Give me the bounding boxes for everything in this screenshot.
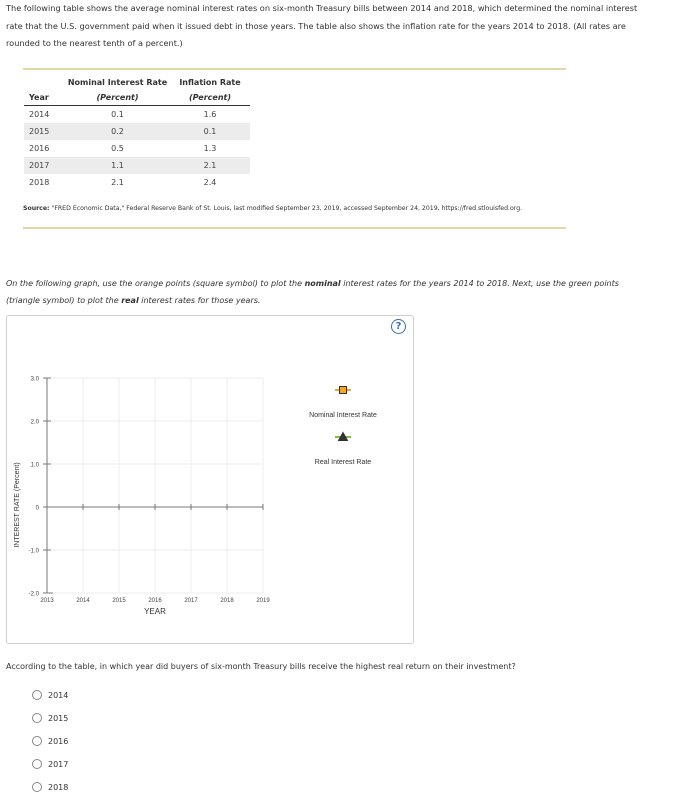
cell-inflation: 1.6 (203, 110, 217, 119)
col-header-inflation: Inflation Rate (179, 78, 241, 87)
table-row (24, 140, 250, 157)
y-tick-label: 0 (35, 505, 39, 512)
table-bottom-rule (23, 227, 566, 229)
x-tick-label: 2016 (148, 598, 162, 604)
orange-square-icon (340, 387, 347, 394)
table-row (24, 123, 250, 140)
radio-icon[interactable] (32, 736, 42, 746)
option-label: 2018 (48, 782, 69, 792)
radio-icon[interactable] (32, 759, 42, 769)
cell-year: 2015 (24, 123, 65, 140)
y-axis-label: INTEREST RATE (Percent) (14, 462, 21, 548)
graph-instructions (6, 275, 646, 309)
x-tick-labels (40, 598, 270, 604)
radio-icon[interactable] (32, 782, 42, 792)
instr-part2: interest rates for the years 2014 to 2018. Next, use the green points (triangle symbol) to plot the (6, 279, 619, 305)
col-subheader-nominal: (Percent) (65, 90, 170, 106)
option-label: 2015 (48, 713, 69, 723)
x-tick-label: 2013 (40, 598, 54, 604)
instr-part3: interest rates for those years. (138, 296, 261, 305)
option-2018[interactable] (32, 781, 68, 793)
cell-nominal: 2.1 (111, 178, 124, 187)
nominal-point-tool[interactable] (335, 387, 351, 394)
option-label: 2014 (48, 690, 69, 700)
interest-rate-table (24, 75, 250, 191)
cell-year: 2017 (24, 157, 65, 174)
radio-icon[interactable] (32, 690, 42, 700)
instr-bold-nominal: nominal (304, 279, 341, 288)
x-tick-label: 2015 (112, 598, 126, 604)
y-tick-label: 2.0 (30, 419, 39, 426)
cell-inflation: 1.3 (203, 144, 217, 153)
real-point-tool[interactable] (335, 433, 351, 441)
cell-inflation: 0.1 (170, 123, 250, 140)
option-2017[interactable] (32, 758, 68, 770)
option-2014[interactable] (32, 689, 68, 701)
cell-year: 2018 (29, 178, 50, 187)
legend-real-label: Real Interest Rate (314, 459, 372, 466)
y-tick-labels (29, 377, 40, 598)
y-tick-label: 3.0 (30, 376, 39, 383)
intro-paragraph: The following table shows the average nominal interest rates on six-month Treasury bills between 2014 and 2018, which determined the nominal interest rate that the U.S. government paid when it issued debt in those years. The table also shows the inflation rate for the years 2014 to 2018. (All rates are rounded to the nearest tenth of a percent.) (6, 3, 638, 48)
cell-nominal: 1.1 (65, 157, 170, 174)
cell-inflation: 2.4 (203, 178, 217, 187)
option-label: 2016 (48, 736, 69, 746)
col-header-year-label: Year (24, 90, 65, 106)
y-tick-label: -1.0 (28, 548, 39, 555)
table-row (24, 174, 250, 191)
instr-bold-real: real (121, 296, 139, 305)
x-tick-label: 2014 (76, 598, 90, 604)
option-2016[interactable] (32, 735, 68, 747)
x-axis-label: YEAR (144, 607, 166, 616)
x-tick-label: 2018 (220, 598, 234, 604)
y-tick-label: -2.0 (28, 591, 39, 598)
legend-nominal-label: Nominal Interest Rate (309, 412, 377, 419)
source-text: "FRED Economic Data," Federal Reserve Bank of St. Louis, last modified September 23, 2019, accessed September 24, 2019, https://fred.stlouisfed.org. (49, 205, 523, 212)
graph-grid (47, 378, 263, 593)
question-text: According to the table, in which year did buyers of six-month Treasury bills receive the highest real return on their investment? (6, 662, 516, 671)
x-tick-label: 2019 (256, 598, 270, 604)
cell-year: 2014 (29, 110, 50, 119)
table-row (24, 157, 250, 174)
y-tick-label: 1.0 (30, 462, 39, 469)
cell-year: 2016 (29, 144, 50, 153)
col-subheader-inflation: (Percent) (170, 90, 250, 106)
graph-axes (43, 378, 263, 593)
table-top-rule (23, 68, 566, 70)
interest-rate-graph[interactable] (6, 315, 412, 642)
cell-nominal: 0.1 (111, 110, 124, 119)
cell-nominal: 0.2 (65, 123, 170, 140)
table-row (24, 106, 250, 124)
cell-nominal: 0.5 (111, 144, 124, 153)
table-source (23, 205, 522, 212)
help-icon[interactable]: ? (391, 319, 406, 334)
col-header-year (24, 75, 65, 90)
option-2015[interactable] (32, 712, 68, 724)
x-tick-label: 2017 (184, 598, 198, 604)
option-label: 2017 (48, 759, 69, 769)
radio-icon[interactable] (32, 713, 42, 723)
source-label: Source: (23, 205, 50, 212)
col-header-nominal: Nominal Interest Rate (67, 78, 168, 87)
cell-inflation: 2.1 (170, 157, 250, 174)
instr-part1: On the following graph, use the orange points (square symbol) to plot the (6, 279, 305, 288)
